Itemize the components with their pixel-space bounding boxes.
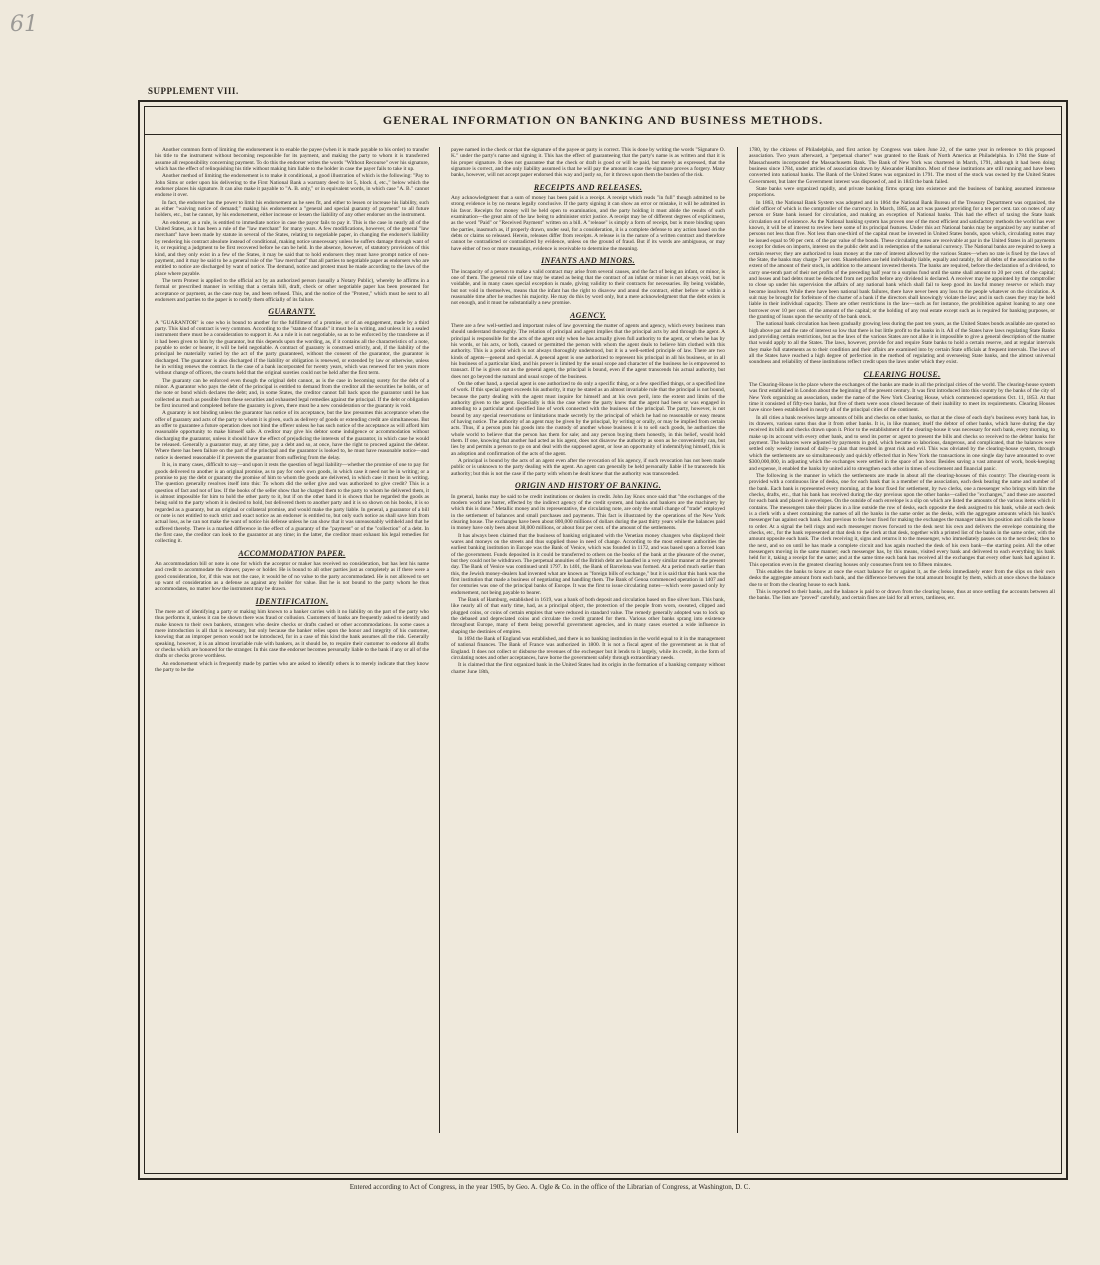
section-heading-accommodation-paper: ACCOMMODATION PAPER. xyxy=(238,548,346,558)
paragraph: There are a few well-settled and important rules of law governing the matter of agents and agency, which every business man should understand thoroughly. The relation of principal and agent implies that the principal acts by and through the agent. A principal is responsible for the acts of the agent only when he has actually given full authority to the agent, or when he has by his words, or his acts, or both, caused or permitted the person with whom the agent deals to believe him clothed with this authority. This is a point which is not always thoroughly understood, but it is a well-settled principle of law. There are two kinds of agents—general and special. A general agent is one authorized to represent his principal in all his business, or in all his business of a particular kind, and his power is limited by the usual scope and character of the business he is empowered to transact. If he is given out as the general agent, the principal is bound, even if the agent transcends his actual authority, but does not go beyond the natural and usual scope of the business. xyxy=(451,322,725,380)
pencil-page-number: 61 xyxy=(10,12,38,37)
paragraph: The mere act of identifying a party or making him known to a banker carries with it no liability on the part of the party who thus performs it, unless it can be shown there was fraud or collusion. Customers of banks are frequently asked to identify and make known to their own bankers, strangers who desire checks or drafts cashed or other accommodations. In some cases a mere introduction is all that is necessary, but only because the banker relies upon the honor and integrity of his customer, knowing that an improper person would not be introduced, for in a case of this kind the bank assumes all the risk. Generally speaking, however, it is an almost invariable rule with bankers, as it should be, to require their customer to endorse all drafts or checks which are honored for the stranger. In this case the endorser becomes personally liable to the bank if any or all of the drafts or checks prove worthless. xyxy=(155,609,429,660)
paragraph: State banks were organized rapidly, and private banking firms sprang into existence and the business of banking assumed immense proportions. xyxy=(749,186,1055,199)
page-title: GENERAL INFORMATION ON BANKING AND BUSINESS METHODS. xyxy=(382,113,824,127)
paragraph: The Bank of Hamburg, established in 1619, was a bank of both deposit and circulation based on fine silver bars. This bank, like nearly all of that early time, had, as a principal object, the protection of the people from worn, sweated, clipped and plugged coins, or coins of certain empires that were reduced in standard value. The remedy generally adopted was to lock up the debased and depreciated coins and circulate the credit granted for them. Various other banks sprang into existence throughout Europe, many of them being powerful government agencies, and in many cases exerted a wide influence in shaping the destinies of empires. xyxy=(451,597,725,635)
paragraph: It has always been claimed that the business of banking originated with the Venetian money changers who displayed their wares and moneys on the streets and thus supplied those in need of change. According to the most eminent authorities the earliest banking institution in Europe was the Bank of Venice, which was founded in 1172, and was based upon a forced loan of the government. Funds deposited in it could be transferred to others on the books of the bank at the pleasure of the owner, but they could not be withdrawn. The perpetual annuities of the British debt are handled in a very similar manner at the present day. The Bank of Venice was continued until 1797. In 1401, the Bank of Barcelona was formed. At a period much earlier than this, the Jewish money-dealers had invented what are known as "foreign bills of exchange," but it is said that this bank was the first institution that made a business of negotiating and handling them. The Bank of Genoa commenced operation in 1407 and for centuries was one of the principal banks of Europe. It was the first to issue circulating notes—which were passed only by endorsement, not being payable to bearer. xyxy=(451,532,725,596)
paragraph: The term Protest is applied to the official act by an authorized person (usually a Notary Public), whereby he affirms in a formal or prescribed manner in writing that a certain bill, draft, check or other negotiable paper has been presented for acceptance or payment, as the case may be, and been refused. This, and the notice of the "Protest," which must be sent to all endorsers and parties to the paper is to notify them officially of its failure. xyxy=(155,277,429,303)
section-heading-agency: AGENCY. xyxy=(570,310,606,320)
paragraph: The national bank circulation has been gradually growing less during the past ten years, as the United States bonds available are quoted so high above par and the rate of interest so low that there is but little profit to the banks in it. All of the States have laws regulating State Banks and providing certain restrictions, but as the laws of the various States are not alike it is impossible to give a general description of the matter that would apply to all the States. The laws, however, provide for and require State banks to hold a certain reserve, and at regular intervals they make full statements as to their condition and their affairs are examined into by certain State officials at frequent intervals. The laws of all the States have reached a high degree of perfection in the method of regulating and overseeing State banks, and the almost universal soundness and reliability of these institutions reflect credit upon the laws under which they exist. xyxy=(749,321,1055,366)
section-heading-receipts-and-releases: RECEIPTS AND RELEASES. xyxy=(533,182,643,192)
paragraph: Any acknowledgment that a sum of money has been paid is a receipt. A receipt which reads "in full" though admitted to be strong evidence is by no means legally conclusive. If the party signing it can show an error or mistake, it will be admitted in his favor. Receipts for money will be held open to examination, and the party holding it must abide the results of such examination—the great aim of the law being to administer strict justice. A receipt may be of different degrees of explicitness, as the word "Paid" or "Received Payment" written on a bill. A "release" is simply a form of receipt, but is more binding upon the parties, inasmuch as, if properly drawn, under seal, for a consideration, it is a complete defense to any action based on the debts or claims so released. Herein, releases differ from receipts. A release is in the nature of a written contract and therefore cannot be contradicted or contradicted by evidence, unless on the ground of fraud. But if its words are ambiguous, or may have either of two or more meanings, evidence is receivable to determine the meaning. xyxy=(451,195,725,252)
section-heading-origin-of-banking: ORIGIN AND HISTORY OF BANKING. xyxy=(515,481,661,491)
paragraph: A "GUARANTOR" is one who is bound to another for the fulfillment of a promise, or of an engagement, made by a third party. This kind of contract is very common. According to the "statute of frauds" it must be in writing, and unless it is a sealed instrument there must be a consideration to support it. As a rule it is not negotiable, so as to be enforced by the transferee as if it had been given to him by the guarantor, but this depends upon the wording, as, if it contains all the characteristics of a note, payable to order or bearer, it will be held negotiable. A contract of guaranty is construed strictly, and, if the liability of the principal be materially varied by the act of the party guaranteed, without the consent of the guarantor, the guarantor is discharged. The guarantor is also discharged if the liability or obligation is renewed, or extended by law or otherwise, unless he in writing renews the contract. In the case of a bank incorporated for twenty years, which was renewed for ten years more without change of officers, the courts held that the original sureties could not be held after the first term. xyxy=(155,319,429,377)
paragraph: The incapacity of a person to make a valid contract may arise from several causes, and the fact of being an infant, or minor, is one of them. The general rule of law may be stated as being that the contract of an infant or minor is not always void, but is voidable, and in many cases special exception is made, giving validity to their contracts for necessaries. By being voidable, but not void in themselves, means that the infant has the right to disavow and annul the contract, either before or within a reasonable time after he reaches his majority. He may do this by word only, but a mere acknowledgment that the debt exists is not enough, and it must be substantially a new promise. xyxy=(451,268,725,307)
paragraph: An accommodation bill or note is one for which the acceptor or maker has received no consideration, but has lent his name and credit to accommodate the drawer, payee or holder. He is bound to all other parties just as completely as if there were a good consideration, for, if this was not the case, it would be of no value to the party accommodated. He is not allowed to set up want of consideration as a defense as against any holder for value. But he is not bound to the party whom he thus accommodates, no matter how the instrument may be drawn. xyxy=(155,560,429,593)
section-heading-guaranty: GUARANTY. xyxy=(268,307,316,317)
section-heading-identification: IDENTIFICATION. xyxy=(255,596,329,606)
paragraph: payee named in the check or that the signature of the payee or party is correct. This is done by writing the words "Signature O. K." under the party's name and signing it. This has the effect of guaranteeing that the party's name is as written and that it is his proper signature. It does not guarantee that the check or draft is good or will be paid, but merely as expressed, that the signature is correct, and the only liability assumed is that he will pay the amount in case the signature proves a forgery. Many banks, however, will not accept paper endorsed this way and justly so, for it throws upon them the burden of the risk. xyxy=(451,147,725,179)
paragraph: On the other hand, a special agent is one authorized to do only a specific thing, or a few specified things, or a specified line of work. If this special agent exceeds his authority, it may be stated as an almost invariable rule that the principal is not bound, because the party dealing with the agent must inquire for himself and at his own peril, into the extent and limits of the authority given to the agent. Especially is this the case where the party knew that the agent had been or was engaged in attending to a particular and specified line of work connected with the business of the principal. The party, however, is not bound by any special reservations or limitations made secretly by the principal of which he had no reasonable or easy means of having notice. The authority of an agent may be given by the principal, by writing or orally, or may be implied from certain acts. Thus, if a person puts his goods into the custody of another whose business it is to sell such goods, he authorizes the whole world to believe that the person has them for sale; and any person buying them honestly, in this belief, would hold them. If one, knowing that another had acted as his agent, does not disavow the authority as soon as he conveniently can, but lies by and permits a person to go on and deal with the supposed agent, or lose an opportunity of indemnifying himself, this is an adoption and confirmation of the acts of the agent. xyxy=(451,381,725,457)
paragraph: 1780, by the citizens of Philadelphia, and first action by Congress was taken June 22, of the same year in reference to this proposed association. Two years afterward, a "perpetual charter" was granted to the Bank of North America at Philadelphia. In 1784 the State of Massachusetts incorporated the Massachusetts Bank. The Bank of New York was chartered in March, 1791, although it had been doing business since 1784, under articles of association drawn by Alexander Hamilton. Most of these institutions are still running and have been converted into national banks. The Bank of the United States was organized in 1791. The most of the stock was owned by the United States Government, but later the Government interest was disposed of, and in 1843 the bank failed. xyxy=(749,147,1055,185)
paragraph: A guaranty is not binding unless the guarantor has notice of its acceptance, but the law presumes this acceptance when the offer of guaranty and acts of the party to whom it is given, such as delivery of goods or extending credit are simultaneous. But an offer to guarantee a future operation does not bind the offerer unless he has such notice of the acceptance as will afford him reasonable opportunity to make himself safe. A creditor may give his debtor some indulgence or accommodation without discharging the guarantor, unless it should have the effect of prejudicing the interests of the guarantor, in which case he would be released. Generally a guarantor may, at any time, pay a debt and so, at once, have the right to proceed against the debtor. Where there has been failure on the part of the principal and the guarantor is looked to, he must have reasonable notice—and notice is deemed reasonable if it prevents the guarantor from suffering from the delay. xyxy=(155,410,429,461)
column-divider-2 xyxy=(737,147,738,1133)
paragraph: The following is the manner in which the settlements are made in about all the clearing-houses of this country: The clearing-room is provided with a continuous line of desks, one for each bank that is a member of the association, each desk bearing the name and number of the bank. Each bank is represented every morning, at the hour fixed for settlement, by two clerks, one a messenger who brings with him the checks, drafts, etc., that his bank has received during the day previous upon the other banks—called the "exchanges," and these are assorted for each bank and placed in envelopes. On the outside of each envelope is a slip on which are listed the amounts of the various items which it contains. The messengers take their places in a line outside the row of desks, each opposite the desk assigned to his bank, while at each desk is a clerk with a sheet containing the names of all the banks in the same order as the desks, with the aggregate amounts which his bank's messenger has against each bank. Just previous to the hour fixed for making the exchanges the manager takes his position and calls the house to order. At a signal the bell rings and each messenger moves forward to the desk next his own and delivers the envelope containing the checks, etc., for the bank represented at that desk to the clerk at that desk, together with a printed list of the banks in the same order, with the amount opposite each bank. The clerk receiving it, signs and returns it to the messenger, who immediately passes on to the next desk; then to the next, and so on until he has made a complete circuit and has again reached the desk of his own bank—the starting point. All the other messengers moving in the same manner; each messenger has, by this means, visited every bank and delivered to each everything his bank held for it, taking a receipt for the same; and at the same time each bank has received all the exchanges that every other bank had against it. This operation even in the greatest clearing houses only consumes from ten to fifteen minutes. xyxy=(749,472,1055,568)
inner-border xyxy=(144,106,1062,1174)
title-divider xyxy=(145,134,1061,135)
paragraph: A principal is bound by the acts of an agent even after the revocation of his agency, if such revocation has not been made public or is unknown to the party dealing with the agent. An agent can generally be held personally liable if he transcends his authority; but this is not the case if the party with whom he dealt knew that the authority was transcended. xyxy=(451,458,725,477)
column-1 xyxy=(155,147,429,1163)
paragraph: An endorser, as a rule, is entitled to immediate notice in case the payor fails to pay it. This is the case in nearly all of the United States, as it has been a rule of the "law merchant" for many years. A few modifications, however, of the general "law merchant" have been made by statute in several of the States, relating to negotiable paper, in changing the endorser's liability by rendering his contract absolute instead of conditional, making notice unnecessary unless he suffers damage through want of it, or requiring a judgment to be first recovered before he can be held. In the absence, however, of statutory provisions of this kind, and they only exist in a few of the States, it may be said that to hold endorsers they must have prompt notice of non-payment, and it may be said to be a general rule of the "law merchant" that all parties to negotiable paper as endorsers who are entitled to notice are discharged by want of notice. The demand, notice and protest must be made according to the laws of the place where payable. xyxy=(155,219,429,277)
paragraph: It is, in many cases, difficult to say—and upon it rests the question of legal liability—whether the promise of one to pay for goods delivered to another is an original promise, as to pay for one's own goods, in which case it need not be in writing; or a promise to pay the debt or guaranty the promise of him to whom the goods are delivered, in which case it must be in writing. The question generally resolves itself into this: To whom did the seller give and was authorized to give credit? This is a question of fact and not of law. If the books of the seller show that he charged them to the party to whom he delivered them, it is almost impossible for him to hold the other party to it, but if on the other hand it is shown that he regarded the goods as being sold to the party whom it is desired to hold, but delivered them to another party and it is so shown on his books, it is so regarded as a guaranty, but an original or collateral promise, and would make the party liable. In general, a guarantor of a bill or note is not entitled to such strict and exact notice as an endorser is entitled to, but only such notice as shall save him from actual loss, as he can not make the want of notice his defense unless he can show that it was unreasonably withheld and that he suffered thereby. There is a marked difference in the effect of a guaranty of the "payment" or of the "collection" of a debt. In the first case, the creditor can look to the guarantor at any time; in the latter, the creditor must exhaust his legal remedies for collecting it. xyxy=(155,462,429,545)
paragraph: This is reported to their banks, and the balance is paid to or drawn from the clearing house, thus at once settling the accounts between all the banks. The lists are "proved" carefully, and certain fines are laid for all errors, tardiness, etc. xyxy=(749,589,1055,602)
supplement-label: SUPPLEMENT VIII. xyxy=(148,86,239,96)
copyright-footer: Entered according to Act of Congress, in the year 1905, by Geo. A. Ogle & Co. in the office of the Librarian of Congress, at Washington, D. C. xyxy=(349,1183,751,1191)
paragraph: In all cities a bank receives large amounts of bills and checks on other banks, so that at the close of each day's business every bank has, in its drawers, various sums thus due it from other banks. It is, in like manner, itself the debtor of other banks, which have during the day received its bills and checks drawn upon it. Prior to the establishment of the clearing-house it was necessary for each bank, every morning, to make up its account with every other bank, and to send its porter or agent to present the bills and checks so received to the debtor banks for payment. The balances were adjusted by payments in gold, which became so laborious, dangerous, and complicated, that the balances were settled only weekly instead of daily—a plan that resulted in great risk and evil. This was obviated by the clearing-house system, through which the settlements are so simultaneously and quickly effected that in New York the transactions in one single day have amounted to over $300,000,000, in adjusting which the exchanges were settled in the space of an hour. Besides saving a vast amount of work, book-keeping and expense, it enabled the banks by united aid to strengthen each other in times of excitement and financial panic. xyxy=(749,414,1055,472)
paragraph: The Clearing-House is the place where the exchanges of the banks are made in all the principal cities of the world. The clearing-house system was first established in London about the beginning of the present century. It was first introduced into this country by the banks of the city of New York organizing an association, under the name of the New York Clearing House, which commenced operations Oct. 11, 1853. At that time it consisted of fifty-two banks, but five of them were soon closed because of their inability to meet its requirements. Clearing Houses have since been established in nearly all of the principal cities of the continent. xyxy=(749,382,1055,414)
paragraph: This enables the banks to know at once the exact balance for or against it, as the clerks immediately enter from the slips on their own desks the aggregate amount from each bank, and the difference between the total amount brought by them, which at once shows the balance due to or from the clearing house to each bank. xyxy=(749,569,1055,588)
column-divider-1 xyxy=(439,147,440,1133)
section-heading-clearing-house: CLEARING HOUSE. xyxy=(863,369,941,379)
paragraph: It is claimed that the first organized bank in the United States had its origin in the formation of a banking company without charter June 18th, xyxy=(451,662,725,675)
paragraph: In 1863, the National Bank System was adopted and in 1864 the National Bank Bureau of the Treasury Department was organized, the chief officer of which is the comptroller of the currency. In March, 1865, an act was passed providing for a ten per cent. tax on notes of any person or State bank issued for circulation, and making an exception of National banks. This had the effect of taxing the State bank circulation out of existence. As the National banking system has proven one of the most efficient and satisfactory methods the world has ever known, it will be of interest to review here some of its principal features. Under this act National banks may be organized by any number of persons not less than five. Not less than one-third of the capital must be invested in United States bonds, upon which, circulating notes may be issued equal to 90 per cent. of the par value of the bonds. These circulating notes are receivable at par in the United States in all payments except for duties on imports, interest on the public debt and in redemption of the national currency. The National banks are required to keep a certain reserve; they are authorized to loan money at the rate of interest allowed by the various States—when no rate is fixed by the laws of the State, the banks may charge 7 per cent. Shareholders are held individually liable, equally and ratably, for all debts of the association to the extent of the amount of their stock, in addition to the amount invested therein. The banks are required, before the declaration of a dividend, to carry one-tenth part of their net profits of the preceding half year to a surplus fund until the same shall amount to 20 per cent. of the capital; and losses and bad debts must be deducted from net profits before any dividend is declared. A receiver may be appointed by the comptroller to close up under his supervision the affairs of any national bank which shall fail to keep good its lawful money reserve or which may become insolvent. While there have been national bank failures, there have never been any loss to the people whatever on the circulation. A suit may be brought for forfeiture of the charter of a bank if the directors shall knowingly violate the law; and in such cases they may be held liable in their individual capacity. There are other restrictions in the law—such as for instance, the prohibition against loaning to any one borrower over 10 per cent. of the amount of the capital; or the holding of any real estate except such as is required for banking purposes, or the granting of loans upon the security of the bank stock. xyxy=(749,199,1055,320)
paragraph: The guaranty can be enforced even though the original debt cannot, as is the case in becoming surety for the debt of a minor. A guarantor who pays the debt of the principal is entitled to demand from the creditor all the securities he holds, or of the note or bond which declares the debt; and, in some States, the creditor cannot fall back upon the guarantor until he has collected as much as possible from these securities and exhausted legal remedies against the principal. If the debt or obligation be first incurred and completed before the guaranty is given, there must be a new consideration or the guaranty is void. xyxy=(155,377,429,410)
section-heading-infants-and-minors: INFANTS AND MINORS. xyxy=(541,256,635,266)
content-frame xyxy=(138,100,1068,1180)
column-2 xyxy=(451,147,725,1163)
paragraph: In fact, the endorser has the power to limit his endorsement as he sees fit, and either to lessen or increase his liability, such as either "waiving notice of demand;" making his endorsement a "general and special guaranty of payment" to all future holders, etc., but he cannot, by his endorsement, either increase or lessen the liability of any other endorser on the instrument. xyxy=(155,199,429,219)
column-3 xyxy=(749,147,1055,1163)
paragraph: An endorsement which is frequently made by parties who are asked to identify others is to merely indicate that they know the party to be the xyxy=(155,660,429,674)
paragraph: Another method of limiting the endorsement is to make it conditional, a good illustration of which is the following: "Pay to John Sims or order upon his delivering to the First National Bank a warranty deed to lot 5, block 4, etc.," below which the endorser places his signature. It can also make it payable to "A. B. only," or in equivalent words, in which case "A. B." cannot endorse it over. xyxy=(155,173,429,199)
paragraph: In 1694 the Bank of England was established, and there is no banking institution in the world equal to it in the management of national finances. The Bank of France was authorized in 1800. It is not a fiscal agent of the government as is that of England. It does not collect or disburse the revenues of the exchequer but it lends to it largely, while its credit, in the form of circulating notes and other acceptances, have borne the government safely through extraordinary needs. xyxy=(451,636,725,662)
paragraph: In general, banks may be said to be credit institutions or dealers in credit. John Jay Knox once said that "the exchanges of the modern world are barter, effected by the indirect agency of the credit system, and banks and bankers are the machinery by which this is done." Metallic money and its representative, the circulating note, are only the small change of "trade" employed in the settlement of balances and small purchases and payments. This fact is illustrated by the operations of the New York clearing house. The exchanges have been about 800,000 millions of dollars during the past thirty years while the balances paid in money have only been about 38,000 millions, or about four per cent. of the amount of the settlements. xyxy=(451,493,725,532)
paragraph: Another common form of limiting the endorsement is to enable the payee (when it is made payable to his order) to transfer his title to the instrument without becoming responsible for its payment, and making the party to whom it is transferred assume all responsibility concerning payment. To do this the endorser writes the words "Without Recourse" over his signature, which has the effect of relinquishing his title without making him liable to the holder in case the payer fails to take it up. xyxy=(155,147,429,173)
